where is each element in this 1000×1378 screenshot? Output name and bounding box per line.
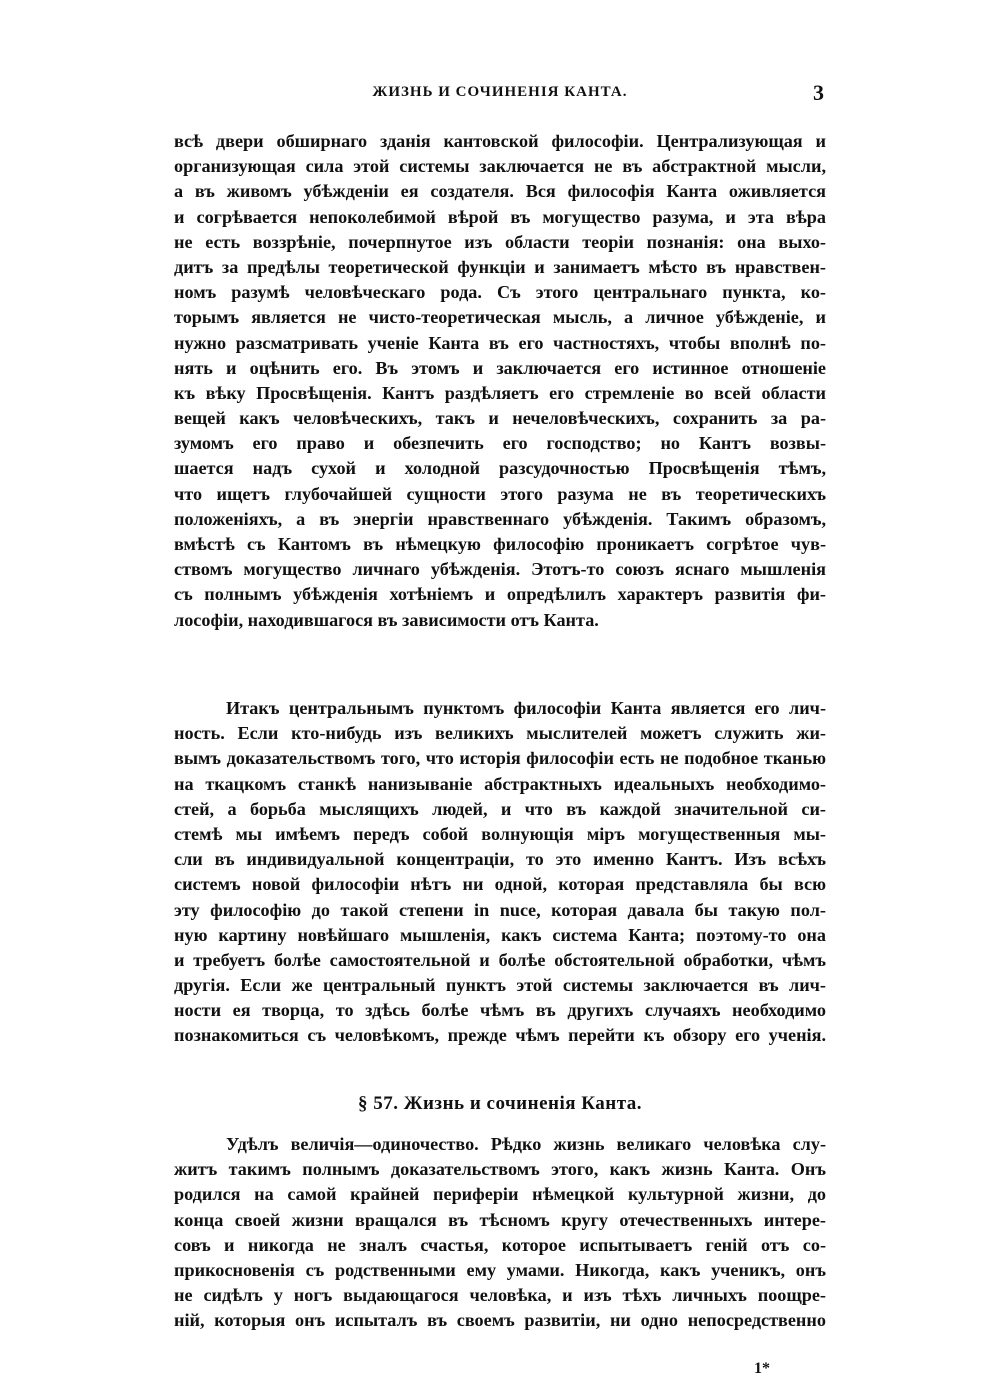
book-page [174, 80, 826, 1377]
page-number: 3 [813, 80, 824, 105]
text-line: на ткацкомъ станкѣ нанизываніе абстрактныхъ идеальныхъ необходимо- [174, 773, 826, 794]
paragraph-3 [174, 1132, 826, 1334]
text-line: родился на самой крайней периферіи нѣмецкой культурной жизни, до [174, 1184, 826, 1205]
text-line: лософіи, находившагося въ зависимости отъ Канта. [174, 609, 599, 630]
text-line: не есть воззрѣніе, почерпнутое изъ области теоріи познанія: она выхо- [174, 231, 826, 252]
text-line: Итакъ центральнымъ пунктомъ философіи Канта является его лич- [226, 698, 826, 718]
text-line: житъ такимъ полнымъ доказательствомъ этого, какъ жизнь Канта. Онъ [174, 1159, 826, 1180]
text-line: ности ея творца, то здѣсь болѣе чѣмъ въ другихъ случаяхъ необходимо [174, 1000, 826, 1021]
paragraph-2 [174, 696, 826, 1049]
text-line: ствомъ могущество личнаго убѣжденія. Этотъ-то союзъ яснаго мышленія [174, 559, 826, 580]
text-line: ную картину новѣйшаго мышленія, какъ система Канта; поэтому-то она [174, 924, 826, 945]
text-line: а въ живомъ убѣжденіи ея создателя. Вся философія Канта оживляется [174, 181, 826, 202]
text-line: торымъ является не чисто-теоретическая мысль, а личное убѣжденіе, и [174, 307, 826, 328]
signature-mark: 1* [754, 1360, 770, 1377]
running-title: ЖИЗНЬ И СОЧИНЕНІЯ КАНТА. [372, 84, 628, 100]
text-line: сли въ индивидуальной концентраціи, то это именно Кантъ. Изъ всѣхъ [174, 849, 826, 870]
paragraph-1 [174, 129, 826, 633]
text-line: зумомъ его право и обезпечить его господство; но Кантъ возвы- [174, 433, 826, 454]
text-line: что ищетъ глубочайшей сущности этого разума не въ теоретическихъ [174, 483, 826, 504]
text-line: нять и оцѣнить его. Въ этомъ и заключается его истинное отношеніе [174, 357, 826, 378]
text-line: системъ новой философіи нѣтъ ни одной, которая представляла бы всю [174, 874, 826, 895]
text-line: къ вѣку Просвѣщенія. Кантъ раздѣляетъ его стремленіе во всей области [174, 382, 826, 403]
text-line: познакомиться съ человѣкомъ, прежде чѣмъ перейти къ обзору его ученія. [174, 1025, 826, 1046]
text-line: и требуетъ болѣе самостоятельной и болѣе обстоятельной обработки, чѣмъ [174, 949, 826, 970]
text-line: Удѣлъ величія—одиночество. Рѣдко жизнь великаго человѣка слу- [226, 1134, 826, 1154]
text-line: другія. Если же центральный пунктъ этой системы заключается въ лич- [174, 975, 826, 996]
text-line: совъ и никогда не зналъ счастья, которое испытываетъ геній отъ со- [174, 1234, 826, 1255]
running-head [174, 80, 826, 114]
text-line: не сидѣлъ у ногъ выдающагося человѣка, и изъ тѣхъ личныхъ поощре- [174, 1285, 826, 1306]
text-line: стемѣ мы имѣемъ передъ собой волнующія міръ могущественныя мы- [174, 823, 826, 844]
text-line: организующая сила этой системы заключается не въ абстрактной мысли, [174, 156, 826, 177]
text-line: ній, которыя онъ испыталъ въ своемъ развитіи, ни одно непосредственно [174, 1310, 826, 1331]
text-line: ность. Если кто-нибудь изъ великихъ мыслителей можетъ служить жи- [174, 723, 826, 744]
text-line: вмѣстѣ съ Кантомъ въ нѣмецкую философію проникаетъ согрѣтое чув- [174, 534, 826, 554]
text-line: нужно разсматривать ученіе Канта въ его частностяхъ, чтобы вполнѣ по- [174, 332, 826, 353]
section-heading: § 57. Жизнь и сочиненія Канта. [357, 1093, 643, 1114]
text-line: эту философію до такой степени in nuce, которая давала бы такую пол- [174, 899, 826, 920]
text-line: съ полнымъ убѣжденія хотѣніемъ и опредѣлилъ характеръ развитія фи- [174, 584, 826, 605]
text-line: конца своей жизни вращался въ тѣсномъ кругу отечественныхъ интере- [174, 1209, 826, 1230]
text-line: положеніяхъ, а въ энергіи нравственнаго убѣжденія. Такимъ образомъ, [174, 508, 826, 529]
text-line: вымъ доказательствомъ того, что исторія философіи есть не подобное тканью [174, 748, 826, 769]
text-line: номъ разумѣ человѣческаго рода. Съ этого центральнаго пункта, ко- [174, 282, 826, 303]
text-line: вещей какъ человѣческихъ, такъ и нечеловѣческихъ, сохранить за ра- [174, 408, 826, 429]
text-line: прикосновенія съ родственными ему умами. Никогда, какъ ученикъ, онъ [174, 1259, 826, 1280]
text-line: стей, а борьба мыслящихъ людей, и что въ каждой значительной си- [174, 798, 826, 819]
text-line: дитъ за предѣлы теоретической функціи и занимаетъ мѣсто въ нравствен- [174, 256, 826, 277]
text-line: шается надъ сухой и холодной разсудочностью Просвѣщенія тѣмъ, [174, 458, 826, 479]
text-line: и согрѣвается непоколебимой вѣрой въ могущество разума, и эта вѣра [174, 206, 826, 227]
text-line: всѣ двери обширнаго зданія кантовской философіи. Централизующая и [174, 131, 826, 151]
